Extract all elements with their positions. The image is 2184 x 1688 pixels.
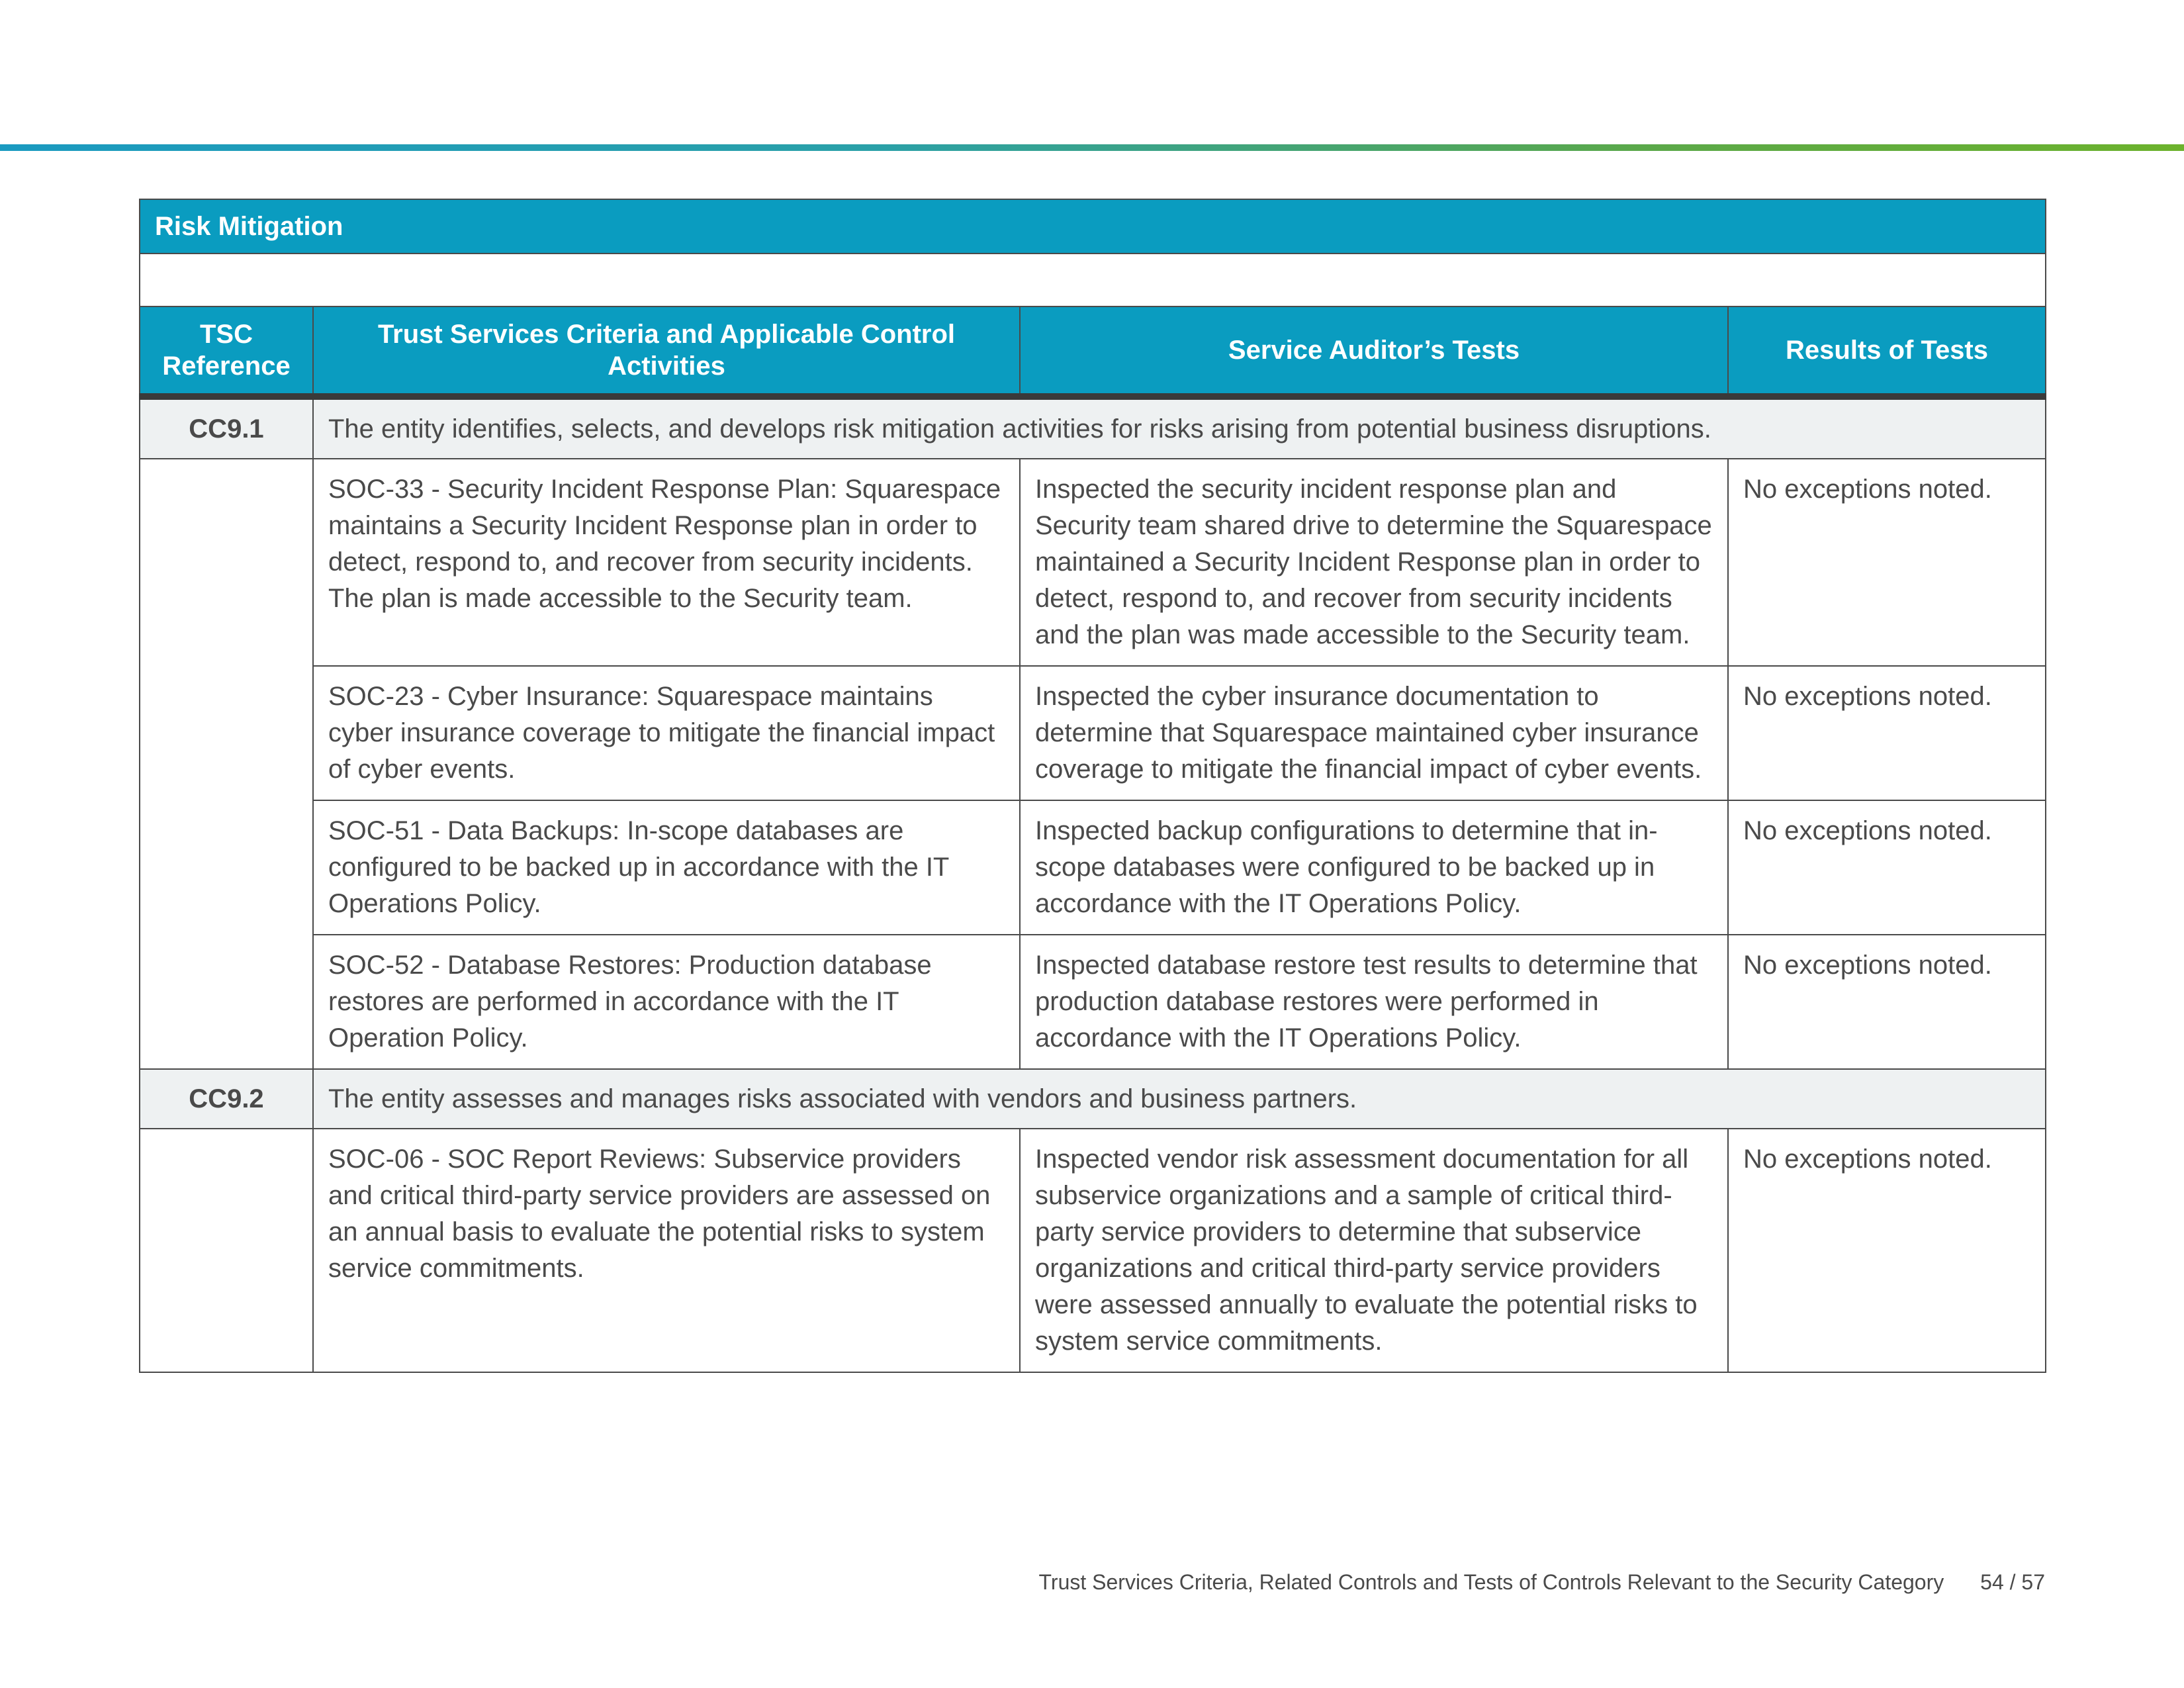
control-activity: SOC-33 - Security Incident Response Plan: Squarespace maintains a Security Incident Response plan in order to detect, respond to, and recover from security incidents. The plan is made accessible to the Security team. xyxy=(313,459,1020,666)
control-activity: SOC-06 - SOC Report Reviews: Subservice providers and critical third-party service providers are assessed on an annual basis to evaluate the potential risks to system service commitments. xyxy=(313,1129,1020,1372)
control-row xyxy=(140,666,2046,800)
control-row xyxy=(140,935,2046,1069)
risk-mitigation-table xyxy=(139,199,2046,1373)
test-result: No exceptions noted. xyxy=(1728,935,2046,1069)
control-activity: SOC-52 - Database Restores: Production database restores are performed in accordance with the IT Operation Policy. xyxy=(313,935,1020,1069)
auditor-test: Inspected vendor risk assessment documentation for all subservice organizations and a sample of critical third-party service providers to determine that subservice organizations and critical third-party service providers were assessed annually to evaluate the potential risks to system service commitments. xyxy=(1020,1129,1728,1372)
empty-reference-cell xyxy=(140,459,313,1069)
criteria-description: The entity assesses and manages risks associated with vendors and business partners. xyxy=(313,1069,2046,1129)
auditor-test: Inspected backup configurations to determine that in-scope databases were configured to be backed up in accordance with the IT Operations Policy. xyxy=(1020,800,1728,935)
blank-row xyxy=(140,254,2046,306)
test-result: No exceptions noted. xyxy=(1728,459,2046,666)
header-gradient-rule xyxy=(0,144,2184,151)
control-row xyxy=(140,800,2046,935)
control-row xyxy=(140,1129,2046,1372)
criteria-reference: CC9.1 xyxy=(140,397,313,459)
test-result: No exceptions noted. xyxy=(1728,1129,2046,1372)
auditor-test: Inspected the cyber insurance documentation to determine that Squarespace maintained cyber insurance coverage to mitigate the financial impact of cyber events. xyxy=(1020,666,1728,800)
footer-text: Trust Services Criteria, Related Controls and Tests of Controls Relevant to the Security Category xyxy=(1038,1570,1944,1594)
auditor-test: Inspected the security incident response plan and Security team shared drive to determine the Squarespace maintained a Security Incident Response plan in order to detect, respond to, and recover from security incidents and the plan was made accessible to the Security team. xyxy=(1020,459,1728,666)
criteria-row-cc9-2 xyxy=(140,1069,2046,1129)
page-number: 54 / 57 xyxy=(1980,1570,2045,1594)
control-activity: SOC-23 - Cyber Insurance: Squarespace maintains cyber insurance coverage to mitigate the financial impact of cyber events. xyxy=(313,666,1020,800)
page-footer xyxy=(1039,1570,2045,1595)
column-header-tsc-reference: TSC Reference xyxy=(140,306,313,397)
blank-cell xyxy=(140,254,2046,306)
criteria-description: The entity identifies, selects, and develops risk mitigation activities for risks arising from potential business disruptions. xyxy=(313,397,2046,459)
control-activity: SOC-51 - Data Backups: In-scope databases are configured to be backed up in accordance with the IT Operations Policy. xyxy=(313,800,1020,935)
criteria-row-cc9-1 xyxy=(140,397,2046,459)
column-header-row xyxy=(140,306,2046,397)
auditor-test: Inspected database restore test results to determine that production database restores were performed in accordance with the IT Operations Policy. xyxy=(1020,935,1728,1069)
column-header-results: Results of Tests xyxy=(1728,306,2046,397)
section-title: Risk Mitigation xyxy=(140,199,2046,254)
test-result: No exceptions noted. xyxy=(1728,666,2046,800)
column-header-auditor-tests: Service Auditor’s Tests xyxy=(1020,306,1728,397)
empty-reference-cell xyxy=(140,1129,313,1372)
test-result: No exceptions noted. xyxy=(1728,800,2046,935)
control-row xyxy=(140,459,2046,666)
column-header-criteria: Trust Services Criteria and Applicable Control Activities xyxy=(313,306,1020,397)
criteria-reference: CC9.2 xyxy=(140,1069,313,1129)
section-title-row xyxy=(140,199,2046,254)
